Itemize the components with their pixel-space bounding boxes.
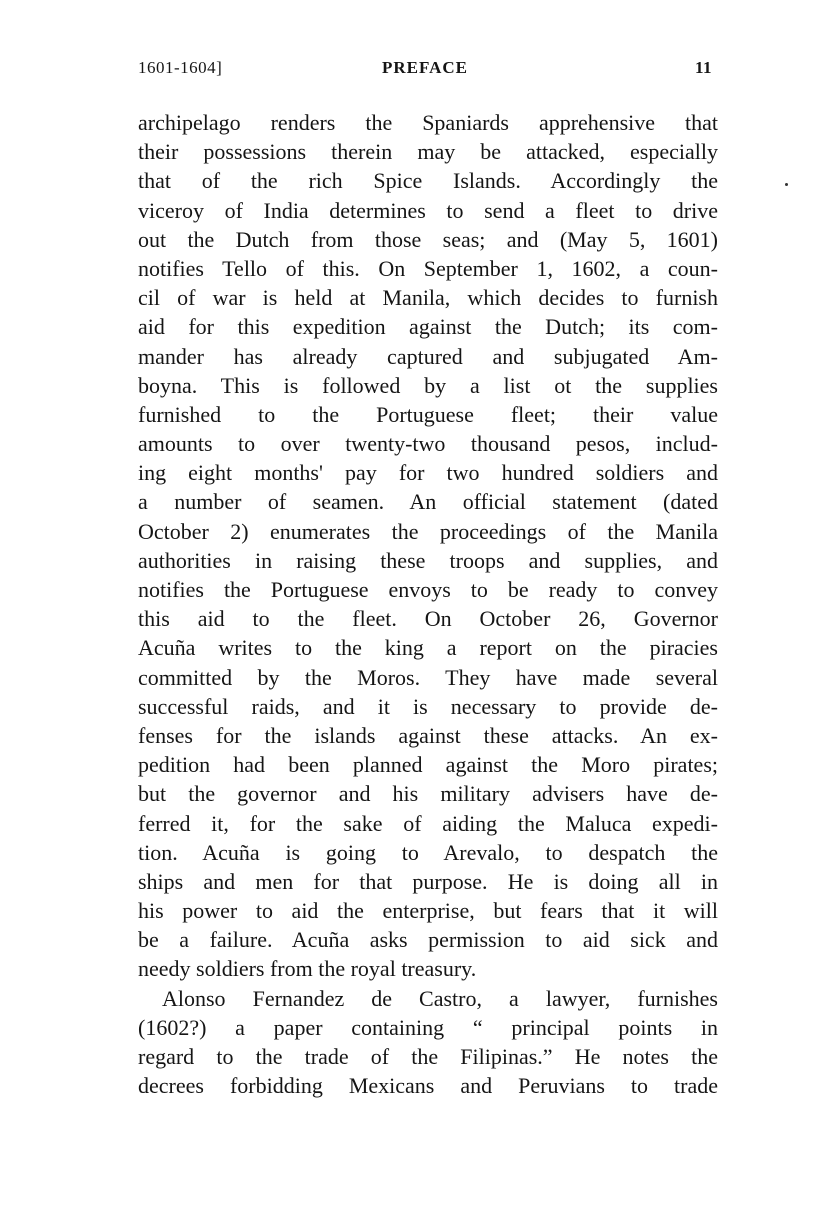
text-line: viceroy of India determines to send a fleet to drive [138,197,718,223]
body-text [138,108,718,1100]
text-line: (1602?) a paper containing “ principal points in [138,1014,718,1040]
text-line: ships and men for that purpose. He is doing all in [138,868,718,894]
print-speck [785,183,788,186]
text-line: out the Dutch from those seas; and (May 5, 1601) [138,226,718,252]
text-line: regard to the trade of the Filipinas.” He notes the [138,1044,718,1069]
text-line: but the governor and his military advisers have de- [138,781,718,807]
header-title: PREFACE [381,58,468,77]
text-line: October 2) enumerates the proceedings of the Manila [138,518,718,544]
text-line: archipelago renders the Spaniards apprehensive that [138,110,718,135]
running-header [138,58,712,88]
text-line: Alonso Fernandez de Castro, a lawyer, furnishes [162,985,718,1011]
text-line: be a failure. Acuña asks permission to aid sick and [138,927,718,953]
text-line: amounts to over twenty-two thousand pesos, includ- [138,431,718,457]
text-line: tion. Acuña is going to Arevalo, to despatch the [138,839,718,865]
text-line: needy soldiers from the royal treasury. [138,956,477,982]
text-line: notifies Tello of this. On September 1, 1602, a coun- [138,255,718,281]
page-number: 11 [694,58,712,77]
paragraph [138,984,718,1101]
text-line: that of the rich Spice Islands. Accordingly the [138,168,718,194]
text-line: Acuña writes to the king a report on the piracies [138,635,718,661]
text-line: furnished to the Portuguese fleet; their value [138,401,718,427]
text-line: decrees forbidding Mexicans and Peruvians to trade [138,1073,718,1099]
text-line: notifies the Portuguese envoys to be ready to convey [138,577,718,602]
text-line: boyna. This is followed by a list ot the supplies [138,372,718,398]
text-line: a number of seamen. An official statement (dated [138,489,718,515]
text-line: this aid to the fleet. On October 26, Governor [138,606,718,632]
text-line: aid for this expedition against the Dutch; its com- [138,314,718,340]
paragraph [138,108,718,984]
header-date-range: 1601-1604] [138,58,223,77]
text-line: fenses for the islands against these attacks. An ex- [138,722,718,748]
text-line: committed by the Moros. They have made several [138,664,718,690]
text-line: mander has already captured and subjugated Am- [138,343,718,369]
text-line: cil of war is held at Manila, which decides to furnish [138,285,718,311]
text-line: his power to aid the enterprise, but fears that it will [138,898,718,924]
text-line: pedition had been planned against the Moro pirates; [138,752,718,778]
text-line: ing eight months' pay for two hundred soldiers and [138,460,718,486]
text-line: authorities in raising these troops and supplies, and [138,547,718,573]
text-line: their possessions therein may be attacked, especially [138,139,718,165]
text-line: successful raids, and it is necessary to provide de- [138,693,718,719]
text-line: ferred it, for the sake of aiding the Maluca expedi- [138,810,718,836]
